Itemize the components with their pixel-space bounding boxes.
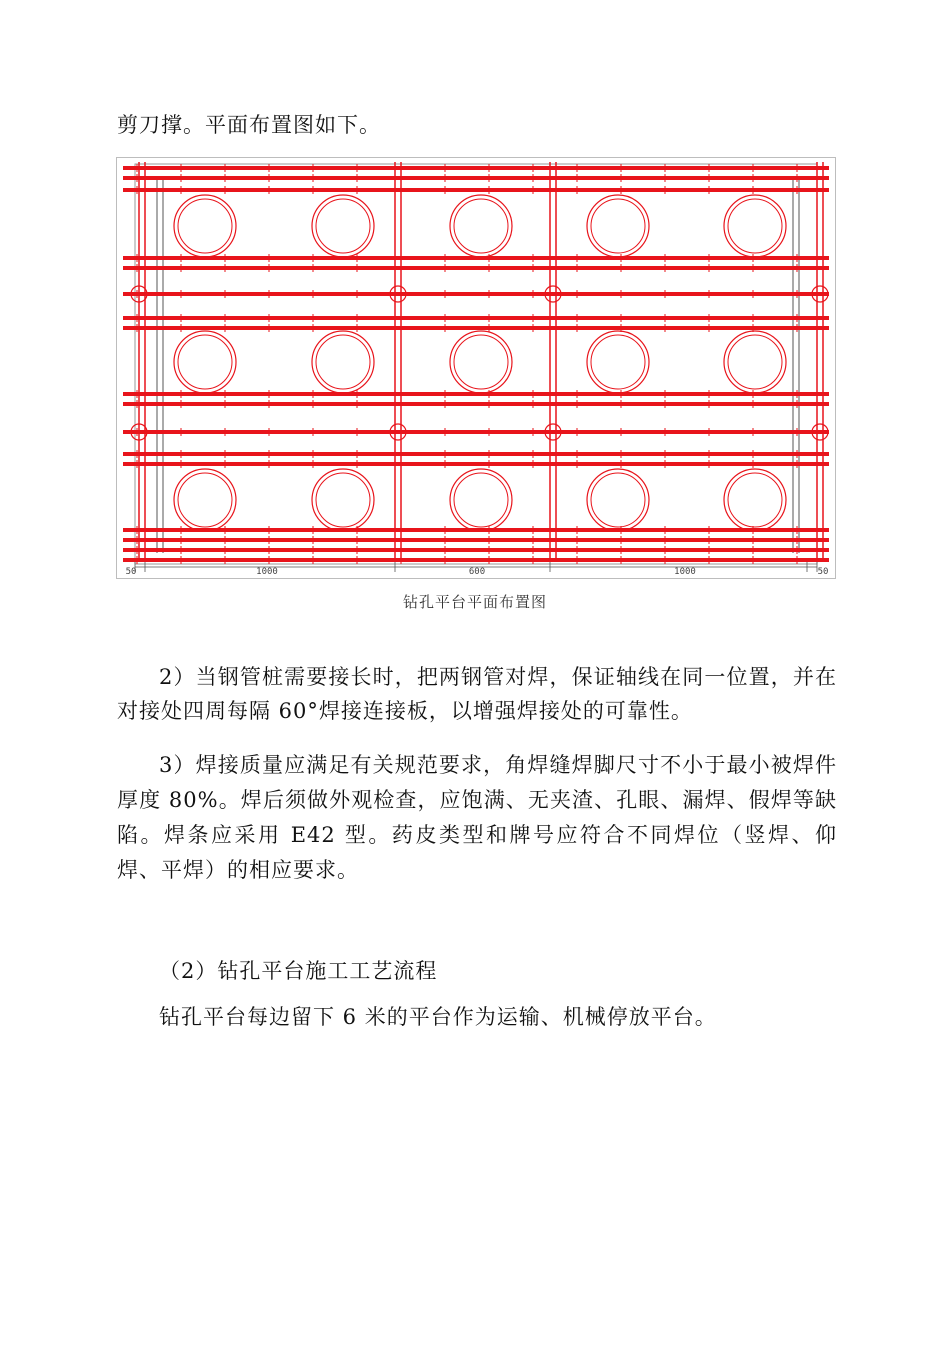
drill-hole-inner xyxy=(728,199,782,253)
drill-hole-outer xyxy=(724,469,786,531)
drill-hole-inner xyxy=(591,335,645,389)
section-heading: （2）钻孔平台施工工艺流程 xyxy=(159,959,438,983)
platform-plan-drawing xyxy=(116,157,836,579)
dimension-label: 1000 xyxy=(674,567,696,577)
drill-hole-inner xyxy=(178,199,232,253)
drill-hole-inner xyxy=(178,335,232,389)
drill-hole-inner xyxy=(316,473,370,527)
drill-hole-outer xyxy=(450,469,512,531)
drill-hole-inner xyxy=(728,335,782,389)
drill-hole-inner xyxy=(316,199,370,253)
drill-hole-inner xyxy=(454,335,508,389)
paragraph-weld-quality: 3）焊接质量应满足有关规范要求，角焊缝焊脚尺寸不小于最小被焊件厚度 80%。焊后须做外观检查，应饱满、无夹渣、孔眼、漏焊、假焊等缺陷。焊条应采用 E42 型。药皮类型和牌号应符合不同焊位（竖焊、仰焊、平焊）的相应要求。 xyxy=(117,753,837,882)
drill-hole-outer xyxy=(174,195,236,257)
drill-hole-outer xyxy=(587,331,649,393)
drill-hole-inner xyxy=(454,199,508,253)
intro-text: 剪刀撑。平面布置图如下。 xyxy=(117,113,381,137)
drill-hole-inner xyxy=(591,199,645,253)
plan-svg xyxy=(117,158,835,578)
drill-hole-outer xyxy=(174,469,236,531)
drill-hole-outer xyxy=(724,195,786,257)
dimension-label: 1000 xyxy=(256,567,278,577)
drill-hole-outer xyxy=(724,331,786,393)
paragraph-platform-margin: 钻孔平台每边留下 6 米的平台作为运输、机械停放平台。 xyxy=(159,1005,717,1029)
frame-outline xyxy=(135,164,817,564)
drill-hole-outer xyxy=(450,195,512,257)
drill-hole-inner xyxy=(178,473,232,527)
paragraph-pile-extension: 2）当钢管桩需要接长时，把两钢管对焊，保证轴线在同一位置，并在对接处四周每隔 60°焊接连接板，以增强焊接处的可靠性。 xyxy=(117,665,837,723)
drill-hole-outer xyxy=(312,195,374,257)
drill-hole-inner xyxy=(316,335,370,389)
drill-hole-outer xyxy=(450,331,512,393)
dimension-label: 600 xyxy=(468,567,486,577)
drill-hole-outer xyxy=(312,331,374,393)
drill-hole-outer xyxy=(587,469,649,531)
dimension-label: 50 xyxy=(817,567,829,577)
figure-caption: 钻孔平台平面布置图 xyxy=(402,593,547,611)
drill-hole-outer xyxy=(312,469,374,531)
dimension-label: 50 xyxy=(125,567,137,577)
drill-hole-outer xyxy=(587,195,649,257)
drill-hole-inner xyxy=(591,473,645,527)
drill-hole-inner xyxy=(454,473,508,527)
drill-hole-outer xyxy=(174,331,236,393)
drill-hole-inner xyxy=(728,473,782,527)
